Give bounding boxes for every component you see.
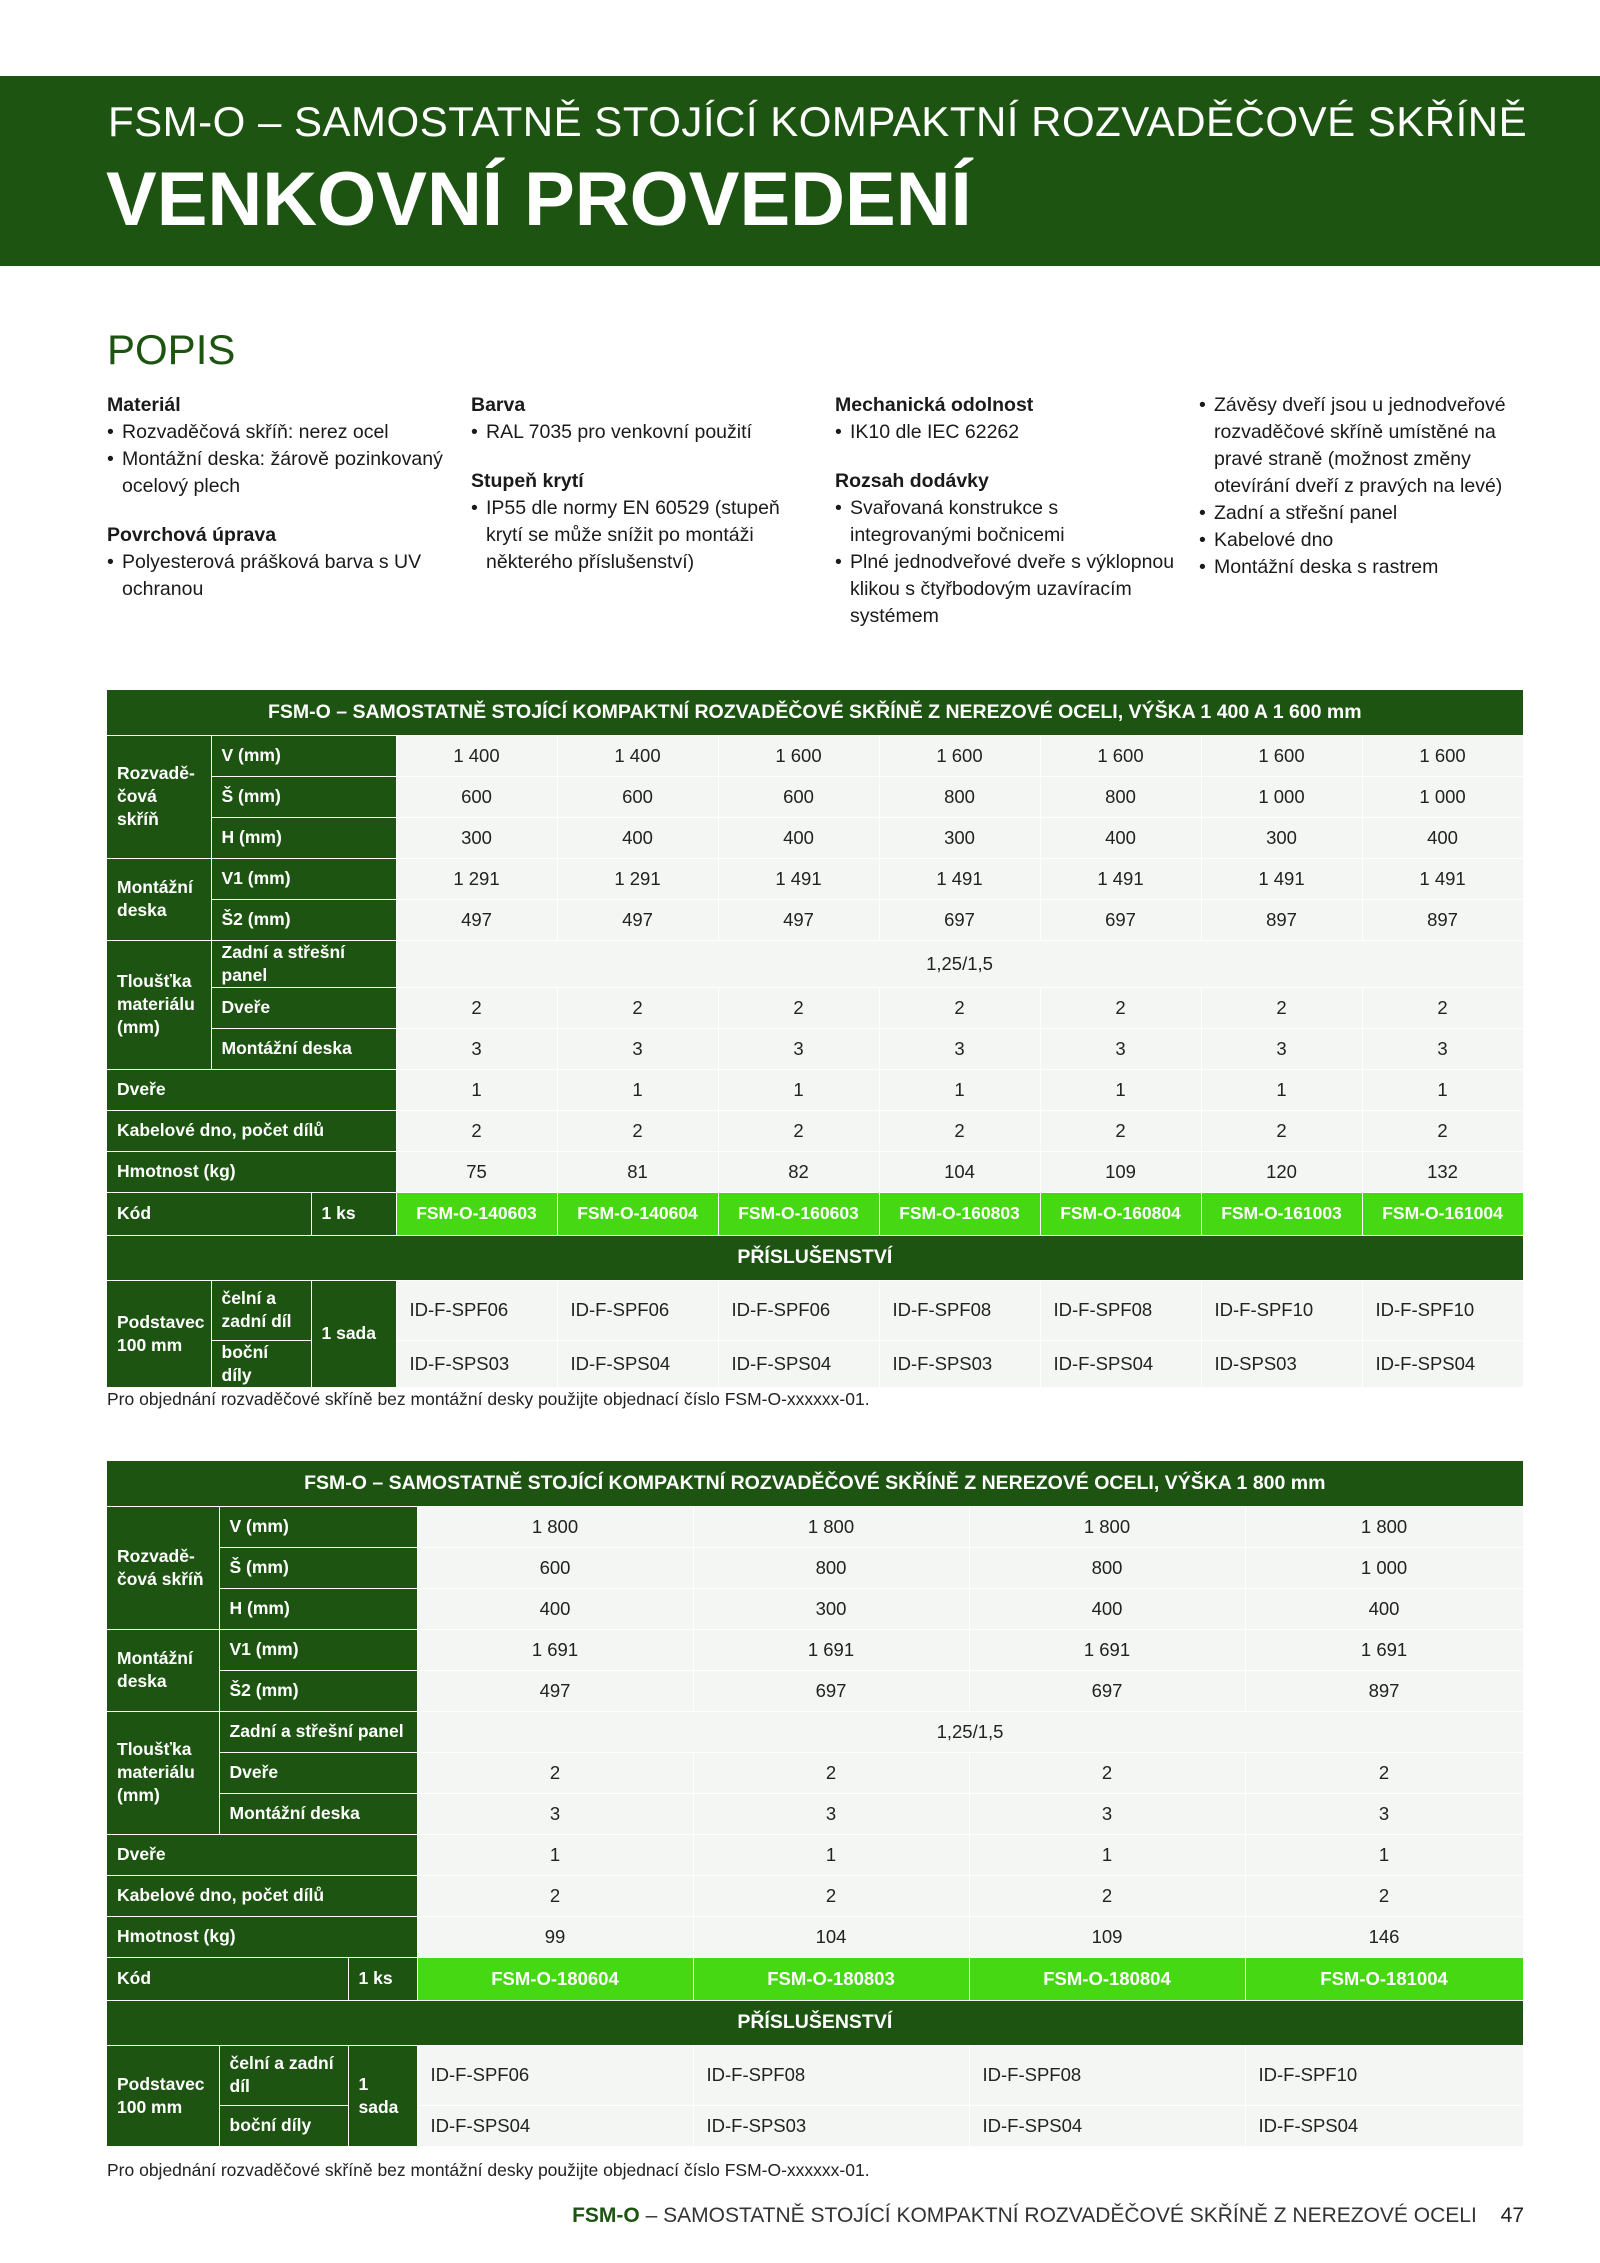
table-body <box>107 690 1523 1387</box>
list-material <box>107 419 447 500</box>
value-cell: 2 <box>1201 987 1362 1028</box>
value-cell: 3 <box>1040 1028 1201 1069</box>
list-item: • IP55 dle normy EN 60529 (stupeň krytí se může snížit po montáži některého příslušenství) <box>486 495 811 576</box>
value-cell: 400 <box>718 817 879 858</box>
accessory-code: ID-F-SPS03 <box>396 1340 557 1387</box>
table-row <box>107 1151 1523 1192</box>
list-item: • Svařovaná konstrukce s integrovanými bočnicemi <box>850 495 1175 549</box>
value-cell: 400 <box>557 817 718 858</box>
heading-surface: Povrchová úprava <box>107 524 277 546</box>
table-row <box>107 899 1523 940</box>
row-label-s2: Š2 (mm) <box>219 1670 417 1711</box>
value-cell: 400 <box>969 1588 1245 1629</box>
value-cell: 497 <box>557 899 718 940</box>
value-cell: 600 <box>557 776 718 817</box>
row-label-weight: Hmotnost (kg) <box>107 1151 396 1192</box>
value-cell-merged: 1,25/1,5 <box>396 940 1523 987</box>
page-title: VENKOVNÍ PROVEDENÍ <box>106 157 972 242</box>
popis-column-1 <box>107 392 447 625</box>
value-cell: 1 <box>1040 1069 1201 1110</box>
row-label-deska_t: Montážní deska <box>219 1793 417 1834</box>
list-item: • RAL 7035 pro venkovní použití <box>486 419 811 446</box>
value-cell: 1 800 <box>1245 1506 1523 1547</box>
table-title: FSM-O – SAMOSTATNĚ STOJÍCÍ KOMPAKTNÍ ROZVADĚČOVÉ SKŘÍNĚ Z NEREZOVÉ OCELI, VÝŠKA 1 800 mm <box>107 1461 1523 1506</box>
value-cell: 82 <box>718 1151 879 1192</box>
value-cell: 1 691 <box>693 1629 969 1670</box>
table-row <box>107 940 1523 987</box>
value-cell: 2 <box>417 1875 693 1916</box>
value-cell: 3 <box>396 1028 557 1069</box>
code-row <box>107 1192 1523 1235</box>
heading-material: Materiál <box>107 394 181 416</box>
list-delivery-continued <box>1199 392 1529 581</box>
table-row <box>107 776 1523 817</box>
value-cell: 800 <box>1040 776 1201 817</box>
accessory-code: ID-F-SPF10 <box>1245 2045 1523 2105</box>
table-row <box>107 1916 1523 1957</box>
product-code: FSM-O-180604 <box>417 1957 693 2000</box>
value-cell: 1 <box>969 1834 1245 1875</box>
value-cell: 1 600 <box>1040 735 1201 776</box>
value-cell: 2 <box>1040 1110 1201 1151</box>
table-row <box>107 858 1523 899</box>
row-label-side: boční díly <box>211 1340 311 1387</box>
row-label-dvere_t: Dveře <box>211 987 396 1028</box>
table-row <box>107 1069 1523 1110</box>
heading-delivery: Rozsah dodávky <box>835 470 989 492</box>
value-cell: 2 <box>879 1110 1040 1151</box>
accessory-code: ID-F-SPS03 <box>879 1340 1040 1387</box>
accessories-title: PŘÍSLUŠENSTVÍ <box>107 2000 1523 2045</box>
code-row <box>107 1957 1523 2000</box>
value-cell: 75 <box>396 1151 557 1192</box>
group-label-mounting-plate: Montážní deska <box>107 858 211 940</box>
value-cell: 2 <box>1201 1110 1362 1151</box>
value-cell: 1 491 <box>1040 858 1201 899</box>
table-row <box>107 1752 1523 1793</box>
value-cell: 400 <box>1362 817 1523 858</box>
group-label-thickness: Tloušťka materiálu (mm) <box>107 940 211 1069</box>
value-cell: 3 <box>1362 1028 1523 1069</box>
row-label-cable-floor: Kabelové dno, počet dílů <box>107 1110 396 1151</box>
value-cell: 2 <box>693 1875 969 1916</box>
value-cell: 2 <box>396 1110 557 1151</box>
value-cell: 697 <box>1040 899 1201 940</box>
page-number: 47 <box>1500 2204 1524 2227</box>
list-color <box>471 419 811 446</box>
value-cell: 2 <box>1245 1752 1523 1793</box>
value-cell: 300 <box>879 817 1040 858</box>
footer-text: – SAMOSTATNĚ STOJÍCÍ KOMPAKTNÍ ROZVADĚČOVÉ SKŘÍNĚ Z NEREZOVÉ OCELI <box>645 2204 1477 2227</box>
product-code: FSM-O-160803 <box>879 1192 1040 1235</box>
row-label-dvere_t: Dveře <box>219 1752 417 1793</box>
table-row <box>107 1629 1523 1670</box>
value-cell-merged: 1,25/1,5 <box>417 1711 1523 1752</box>
list-item: • IK10 dle IEC 62262 <box>850 419 1175 446</box>
list-item: • Kabelové dno <box>1214 527 1529 554</box>
value-cell: 1 <box>693 1834 969 1875</box>
table-title: FSM-O – SAMOSTATNĚ STOJÍCÍ KOMPAKTNÍ ROZVADĚČOVÉ SKŘÍNĚ Z NEREZOVÉ OCELI, VÝŠKA 1 400 A 1 600 mm <box>107 690 1523 735</box>
table-title-row <box>107 1461 1523 1506</box>
value-cell: 600 <box>718 776 879 817</box>
row-label-v: V (mm) <box>219 1506 417 1547</box>
table-row <box>107 1711 1523 1752</box>
table-row <box>107 1506 1523 1547</box>
heading-color: Barva <box>471 394 526 416</box>
value-cell: 2 <box>1245 1875 1523 1916</box>
row-label-panel: Zadní a střešní panel <box>211 940 396 987</box>
row-label-front-back: čelní a zadní díl <box>219 2045 348 2105</box>
table-row <box>107 2045 1523 2105</box>
value-cell: 400 <box>1245 1588 1523 1629</box>
value-cell: 3 <box>1245 1793 1523 1834</box>
group-label-mounting-plate: Montážní deska <box>107 1629 219 1711</box>
list-item: • Plné jednodveřové dveře s výklopnou klikou s čtyřbodovým uzavíracím systémem <box>850 549 1175 630</box>
accessory-code: ID-F-SPS03 <box>693 2105 969 2146</box>
product-code: FSM-O-180804 <box>969 1957 1245 2000</box>
product-code: FSM-O-181004 <box>1245 1957 1523 2000</box>
list-item: • Zadní a střešní panel <box>1214 500 1529 527</box>
value-cell: 2 <box>718 1110 879 1151</box>
value-cell: 300 <box>396 817 557 858</box>
accessory-code: ID-F-SPS04 <box>557 1340 718 1387</box>
accessory-code: ID-F-SPS04 <box>718 1340 879 1387</box>
row-label-s: Š (mm) <box>211 776 396 817</box>
row-label-panel: Zadní a střešní panel <box>219 1711 417 1752</box>
list-item: • Rozvaděčová skříň: nerez ocel <box>122 419 447 446</box>
product-code: FSM-O-160603 <box>718 1192 879 1235</box>
value-cell: 3 <box>417 1793 693 1834</box>
list-item: • Závěsy dveří jsou u jednodveřové rozvaděčové skříně umístěné na pravé straně (možnost změny otevírání dveří z pravých na levé) <box>1214 392 1529 500</box>
value-cell: 600 <box>417 1547 693 1588</box>
value-cell: 800 <box>879 776 1040 817</box>
table-row <box>107 1110 1523 1151</box>
list-item: • Montážní deska s rastrem <box>1214 554 1529 581</box>
product-code: FSM-O-140603 <box>396 1192 557 1235</box>
value-cell: 897 <box>1362 899 1523 940</box>
value-cell: 300 <box>1201 817 1362 858</box>
row-label-code: Kód <box>107 1192 311 1235</box>
popis-column-4 <box>1199 392 1529 603</box>
group-label-cabinet: Rozvadě-čová skříň <box>107 735 211 858</box>
row-label-doors: Dveře <box>107 1069 396 1110</box>
order-note-2: Pro objednání rozvaděčové skříně bez montážní desky použijte objednací číslo FSM-O-xxxxxx-01. <box>107 2160 870 2180</box>
table-title-row <box>107 690 1523 735</box>
value-cell: 81 <box>557 1151 718 1192</box>
value-cell: 1 800 <box>693 1506 969 1547</box>
accessory-code: ID-F-SPF06 <box>557 1280 718 1340</box>
row-label-side: boční díly <box>219 2105 348 2146</box>
row-label-weight: Hmotnost (kg) <box>107 1916 417 1957</box>
section-title-popis: POPIS <box>107 326 236 373</box>
row-label-front-back: čelní a zadní díl <box>211 1280 311 1340</box>
row-label-quantity: 1 ks <box>311 1192 396 1235</box>
accessory-code: ID-F-SPF08 <box>879 1280 1040 1340</box>
value-cell: 3 <box>557 1028 718 1069</box>
value-cell: 1 291 <box>396 858 557 899</box>
list-item: • Polyesterová prášková barva s UV ochranou <box>122 549 447 603</box>
row-label-code: Kód <box>107 1957 348 2000</box>
row-label-v1: V1 (mm) <box>219 1629 417 1670</box>
accessory-code: ID-F-SPF06 <box>396 1280 557 1340</box>
table-row <box>107 735 1523 776</box>
row-label-doors: Dveře <box>107 1834 417 1875</box>
accessory-code: ID-F-SPF08 <box>969 2045 1245 2105</box>
title-banner <box>0 76 1600 266</box>
value-cell: 600 <box>396 776 557 817</box>
value-cell: 1 <box>718 1069 879 1110</box>
table-row <box>107 1588 1523 1629</box>
value-cell: 132 <box>1362 1151 1523 1192</box>
value-cell: 2 <box>969 1875 1245 1916</box>
value-cell: 99 <box>417 1916 693 1957</box>
value-cell: 1 600 <box>1201 735 1362 776</box>
table-row <box>107 987 1523 1028</box>
value-cell: 2 <box>396 987 557 1028</box>
value-cell: 800 <box>693 1547 969 1588</box>
value-cell: 1 <box>557 1069 718 1110</box>
accessory-code: ID-F-SPS04 <box>1040 1340 1201 1387</box>
accessory-code: ID-F-SPF08 <box>693 2045 969 2105</box>
value-cell: 1 491 <box>1201 858 1362 899</box>
value-cell: 800 <box>969 1547 1245 1588</box>
value-cell: 497 <box>396 899 557 940</box>
accessory-code: ID-F-SPS04 <box>417 2105 693 2146</box>
value-cell: 400 <box>1040 817 1201 858</box>
value-cell: 1 <box>1362 1069 1523 1110</box>
value-cell: 1 000 <box>1245 1547 1523 1588</box>
group-label-cabinet: Rozvadě-čová skříň <box>107 1506 219 1629</box>
value-cell: 1 491 <box>718 858 879 899</box>
value-cell: 104 <box>879 1151 1040 1192</box>
spec-table-1800 <box>107 1461 1524 2147</box>
list-delivery <box>835 495 1175 630</box>
value-cell: 1 400 <box>557 735 718 776</box>
accessory-code: ID-F-SPF10 <box>1201 1280 1362 1340</box>
table-row <box>107 1834 1523 1875</box>
value-cell: 1 <box>396 1069 557 1110</box>
accessory-code: ID-F-SPS04 <box>969 2105 1245 2146</box>
value-cell: 1 600 <box>718 735 879 776</box>
order-note-1: Pro objednání rozvaděčové skříně bez montážní desky použijte objednací číslo FSM-O-xxxxxx-01. <box>107 1389 870 1409</box>
list-protection <box>471 495 811 576</box>
page-footer <box>572 2204 1524 2228</box>
row-label-s2: Š2 (mm) <box>211 899 396 940</box>
value-cell: 2 <box>1362 1110 1523 1151</box>
value-cell: 2 <box>417 1752 693 1793</box>
accessory-code: ID-F-SPS04 <box>1362 1340 1523 1387</box>
table-row <box>107 2105 1523 2146</box>
accessories-title: PŘÍSLUŠENSTVÍ <box>107 1235 1523 1280</box>
accessories-header-row <box>107 1235 1523 1280</box>
value-cell: 497 <box>718 899 879 940</box>
table-body <box>107 1461 1523 2146</box>
value-cell: 1 491 <box>1362 858 1523 899</box>
table-row <box>107 1280 1523 1340</box>
product-code: FSM-O-161003 <box>1201 1192 1362 1235</box>
value-cell: 109 <box>1040 1151 1201 1192</box>
value-cell: 2 <box>693 1752 969 1793</box>
heading-protection: Stupeň krytí <box>471 470 584 492</box>
accessory-code: ID-F-SPF06 <box>718 1280 879 1340</box>
product-code: FSM-O-161004 <box>1362 1192 1523 1235</box>
row-label-cable-floor: Kabelové dno, počet dílů <box>107 1875 417 1916</box>
value-cell: 3 <box>1201 1028 1362 1069</box>
value-cell: 1 691 <box>1245 1629 1523 1670</box>
value-cell: 109 <box>969 1916 1245 1957</box>
accessory-code: ID-F-SPF06 <box>417 2045 693 2105</box>
page-subtitle: FSM-O – SAMOSTATNĚ STOJÍCÍ KOMPAKTNÍ ROZVADĚČOVÉ SKŘÍNĚ <box>108 98 1528 145</box>
value-cell: 1 691 <box>417 1629 693 1670</box>
value-cell: 1 691 <box>969 1629 1245 1670</box>
value-cell: 1 <box>1201 1069 1362 1110</box>
group-label-thickness: Tloušťka materiálu (mm) <box>107 1711 219 1834</box>
table-row <box>107 1793 1523 1834</box>
row-label-deska_t: Montážní deska <box>211 1028 396 1069</box>
value-cell: 3 <box>969 1793 1245 1834</box>
accessory-code: ID-F-SPF10 <box>1362 1280 1523 1340</box>
product-code: FSM-O-160804 <box>1040 1192 1201 1235</box>
value-cell: 1 <box>879 1069 1040 1110</box>
value-cell: 2 <box>1040 987 1201 1028</box>
value-cell: 1 800 <box>417 1506 693 1547</box>
value-cell: 300 <box>693 1588 969 1629</box>
value-cell: 1 291 <box>557 858 718 899</box>
product-code: FSM-O-180803 <box>693 1957 969 2000</box>
value-cell: 146 <box>1245 1916 1523 1957</box>
value-cell: 2 <box>718 987 879 1028</box>
popis-column-2 <box>471 392 811 598</box>
value-cell: 1 400 <box>396 735 557 776</box>
table-row <box>107 1670 1523 1711</box>
row-label-v1: V1 (mm) <box>211 858 396 899</box>
accessory-code: ID-F-SPS04 <box>1245 2105 1523 2146</box>
value-cell: 897 <box>1201 899 1362 940</box>
value-cell: 2 <box>879 987 1040 1028</box>
table-row <box>107 1547 1523 1588</box>
value-cell: 1 800 <box>969 1506 1245 1547</box>
value-cell: 1 491 <box>879 858 1040 899</box>
footer-brand: FSM-O <box>572 2204 640 2227</box>
value-cell: 697 <box>693 1670 969 1711</box>
value-cell: 897 <box>1245 1670 1523 1711</box>
value-cell: 1 600 <box>1362 735 1523 776</box>
list-mechanical <box>835 419 1175 446</box>
table-row <box>107 817 1523 858</box>
row-label-h: H (mm) <box>219 1588 417 1629</box>
accessory-code: ID-SPS03 <box>1201 1340 1362 1387</box>
value-cell: 2 <box>557 1110 718 1151</box>
row-label-v: V (mm) <box>211 735 396 776</box>
value-cell: 2 <box>1362 987 1523 1028</box>
list-item: • Montážní deska: žárově pozinkovaný ocelový plech <box>122 446 447 500</box>
heading-mechanical: Mechanická odolnost <box>835 394 1034 416</box>
value-cell: 104 <box>693 1916 969 1957</box>
list-surface <box>107 549 447 603</box>
value-cell: 497 <box>417 1670 693 1711</box>
accessories-header-row <box>107 2000 1523 2045</box>
value-cell: 400 <box>417 1588 693 1629</box>
row-label-h: H (mm) <box>211 817 396 858</box>
value-cell: 2 <box>557 987 718 1028</box>
popis-column-3 <box>835 392 1175 652</box>
value-cell: 1 600 <box>879 735 1040 776</box>
value-cell: 1 000 <box>1362 776 1523 817</box>
group-label-plinth: Podstavec 100 mm <box>107 2045 219 2146</box>
value-cell: 3 <box>879 1028 1040 1069</box>
value-cell: 1 <box>417 1834 693 1875</box>
value-cell: 1 000 <box>1201 776 1362 817</box>
value-cell: 3 <box>718 1028 879 1069</box>
value-cell: 697 <box>879 899 1040 940</box>
accessory-code: ID-F-SPF08 <box>1040 1280 1201 1340</box>
row-label-set: 1 sada <box>348 2045 417 2146</box>
value-cell: 120 <box>1201 1151 1362 1192</box>
value-cell: 1 <box>1245 1834 1523 1875</box>
product-code: FSM-O-140604 <box>557 1192 718 1235</box>
spec-table-1400-1600 <box>107 690 1524 1388</box>
value-cell: 697 <box>969 1670 1245 1711</box>
row-label-set: 1 sada <box>311 1280 396 1387</box>
row-label-quantity: 1 ks <box>348 1957 417 2000</box>
value-cell: 3 <box>693 1793 969 1834</box>
row-label-s: Š (mm) <box>219 1547 417 1588</box>
table-row <box>107 1028 1523 1069</box>
value-cell: 2 <box>969 1752 1245 1793</box>
group-label-plinth: Podstavec 100 mm <box>107 1280 211 1387</box>
table-row <box>107 1875 1523 1916</box>
